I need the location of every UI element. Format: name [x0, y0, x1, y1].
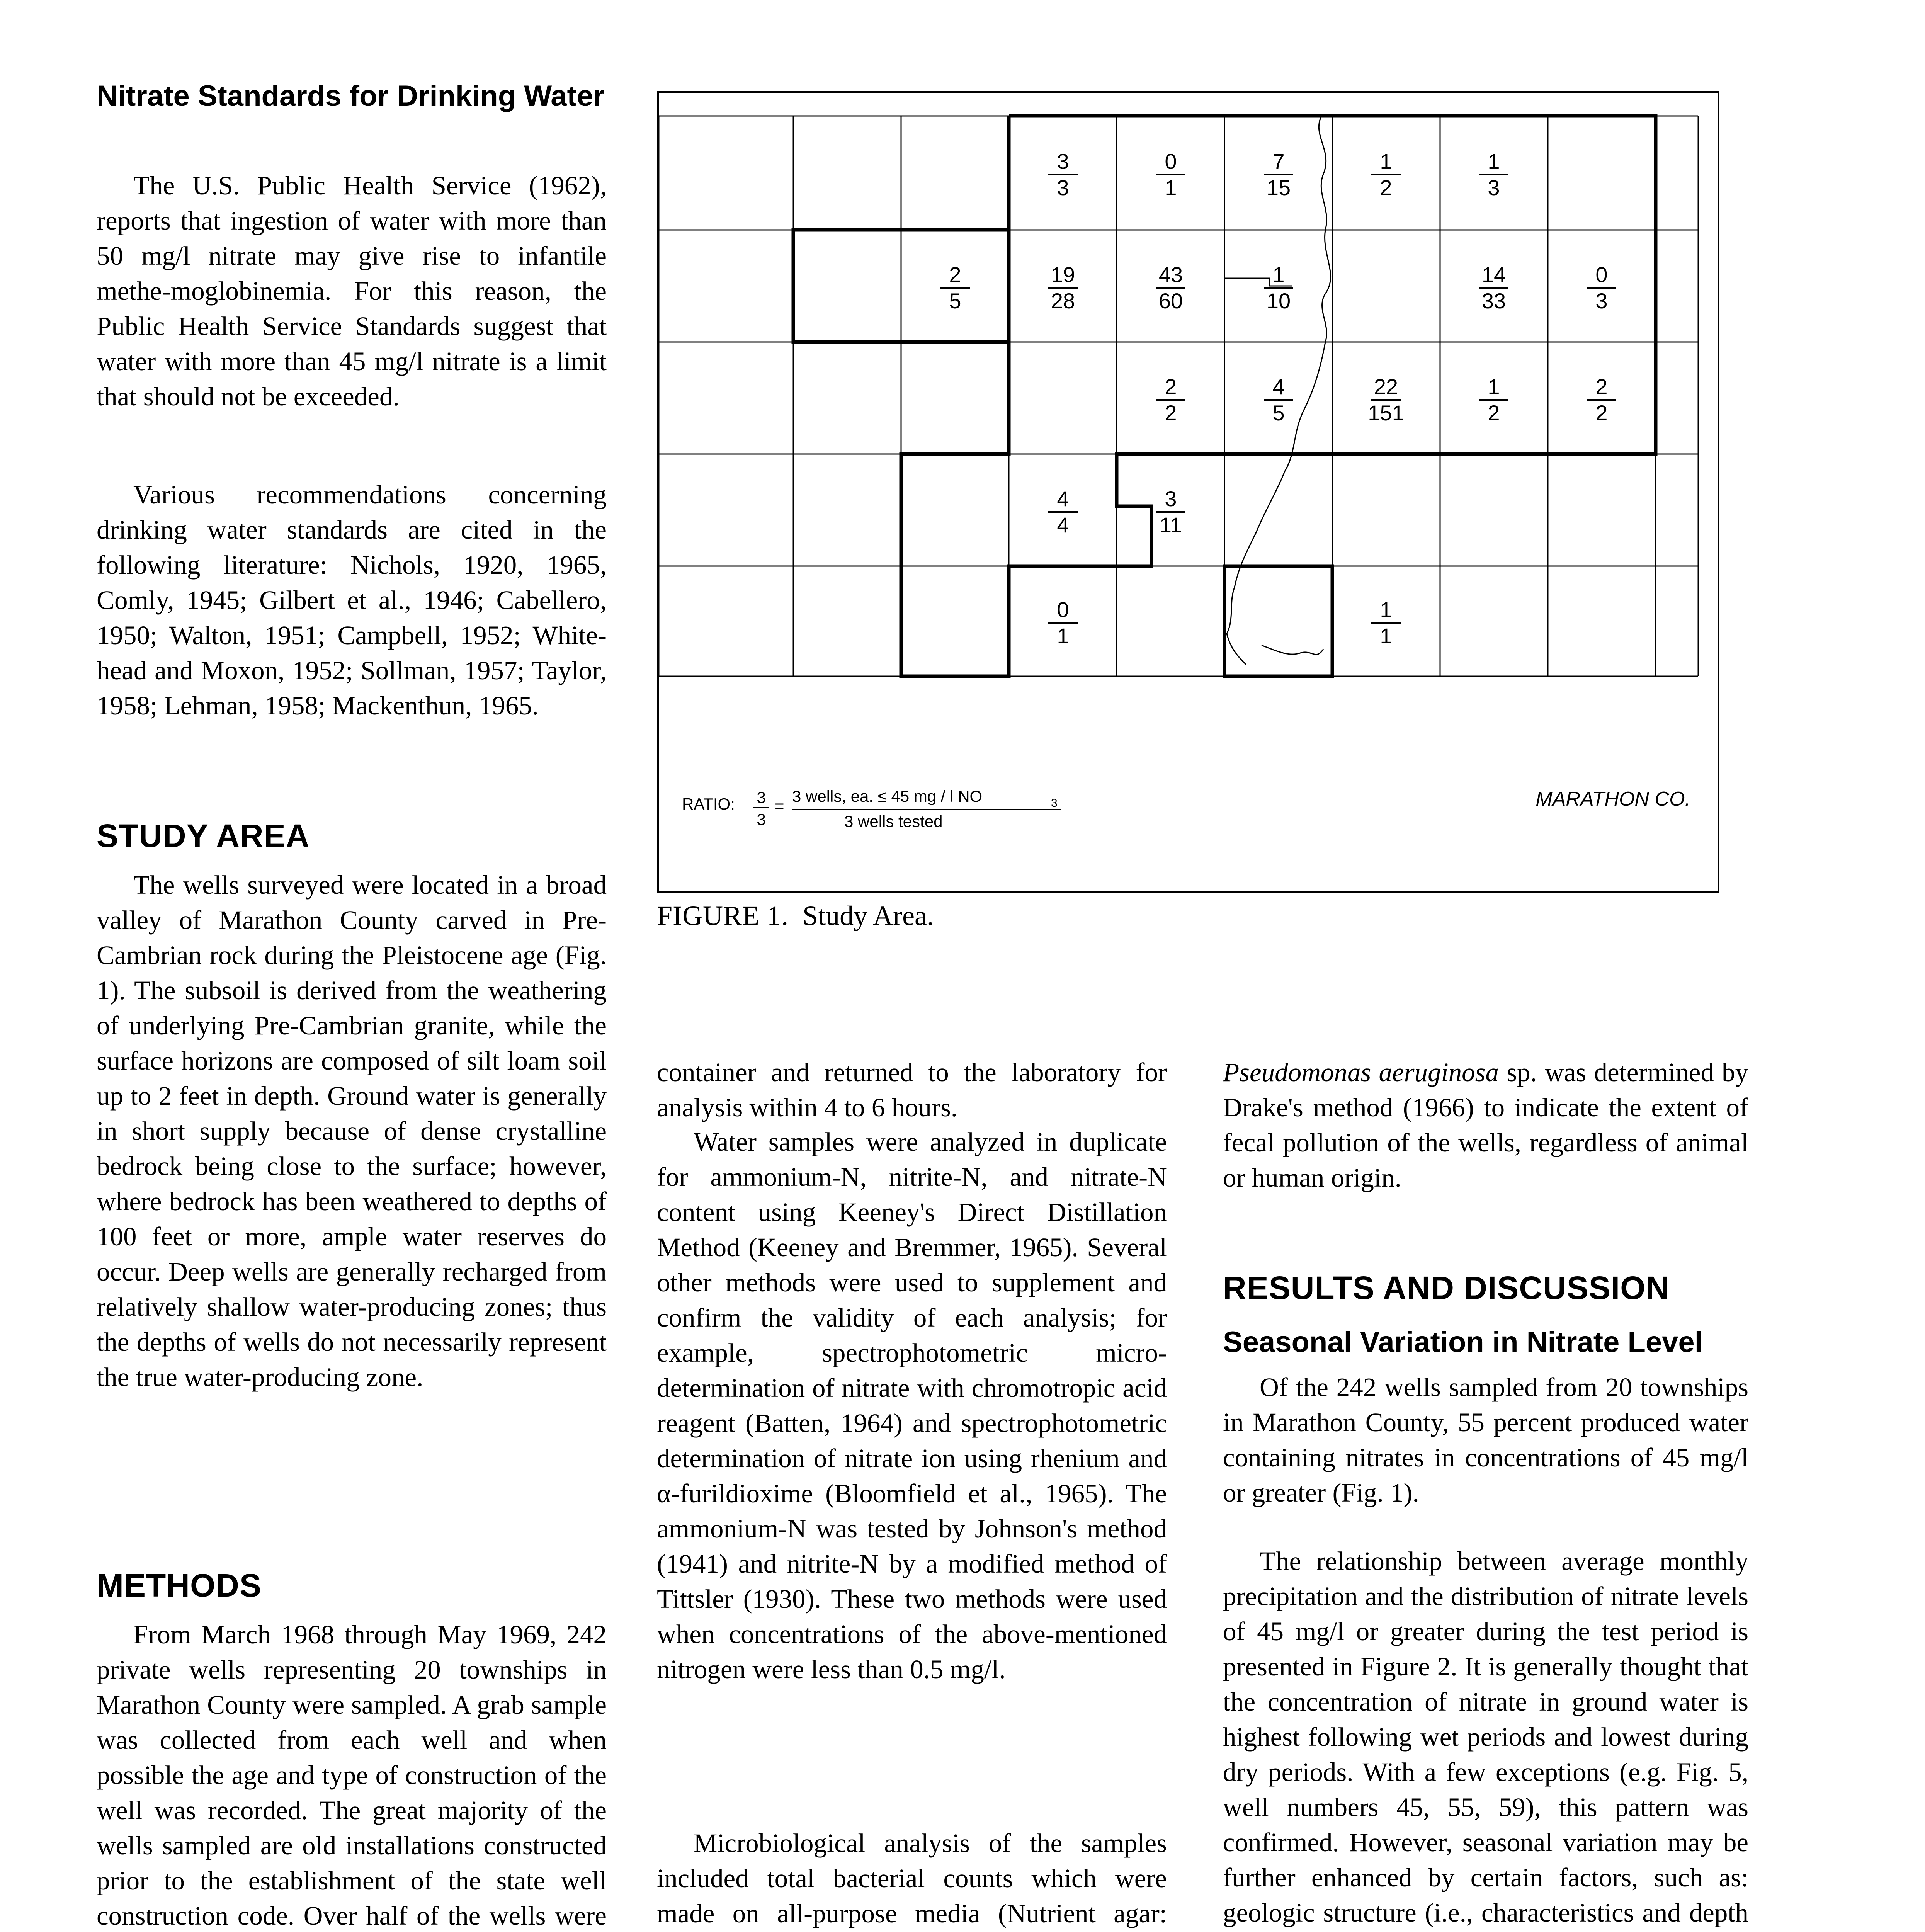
paragraph-rest: sp. was determined by Drake's method (1966) to indicate the extent of fecal pollution of the wells, regardless of animal or human origin. — [1223, 1058, 1748, 1192]
fraction-numerator: 7 — [1272, 149, 1285, 173]
fraction-cell — [1479, 374, 1508, 425]
fraction-cell — [1371, 149, 1401, 200]
fraction-cell — [1479, 149, 1508, 200]
fraction-denominator: 1 — [1165, 175, 1177, 200]
fraction-cell — [1264, 374, 1293, 425]
paragraph: The relationship between average monthly precipitation and the distribution of nitrate levels of 45 mg/l or greater during the test period is presented in Figure 2. It is generally thought that the concentration of nitrate in ground water is highest following wet periods and lowest during dry periods. With a few exceptions (e.g. Fig. 5, well numbers 45, 55, 59), this pattern was confirmed. However, seasonal variation may be further enhanced by certain factors, such as: geologic structure (i.e., characteristics and depth — [1223, 1546, 1748, 1927]
fraction-cell — [1479, 262, 1508, 313]
fraction-numerator: 1 — [1380, 597, 1392, 622]
fraction-cell — [1048, 149, 1078, 200]
fraction-denominator: 11 — [1159, 513, 1182, 537]
fraction-cell — [1587, 374, 1616, 425]
fraction-denominator: 1 — [1380, 624, 1392, 648]
fraction-labels — [940, 149, 1616, 648]
ratio-bottom-text: 3 wells tested — [844, 812, 943, 830]
fraction-numerator: 1 — [1488, 374, 1500, 399]
fraction-denominator: 4 — [1057, 513, 1069, 537]
figure-caption-text: Study Area. — [803, 900, 934, 931]
paragraph: The wells surveyed were located in a broad valley of Marathon County carved in Pre-Cambrian rock during the Pleistocene age (Fig. 1). The subsoil is derived from the weathering of underlying Pre-Cambrian granite, while the surface horizons are composed of silt loam soil up to 2 feet in depth. Ground water is generally in short supply because of dense crystalline bedrock being close to the surface; however, where bedrock has been weathered to depths of 100 feet or more, ample water reserves do occur. Deep wells are generally recharged from relatively shallow water-producing zones; thus the depths of wells do not necessarily represent the true water-producing zone. — [97, 870, 607, 1392]
paragraph — [1223, 1055, 1748, 1196]
county-label: MARATHON CO. — [1536, 788, 1690, 810]
fraction-numerator: 2 — [949, 262, 961, 287]
ratio-denominator: 3 — [757, 810, 766, 828]
fraction-cell — [1048, 262, 1078, 313]
ratio-label: RATIO: — [682, 795, 735, 813]
figure-study-area — [657, 91, 1719, 893]
fraction-numerator: 43 — [1158, 262, 1183, 287]
fraction-cell — [1368, 374, 1404, 425]
fraction-numerator: 2 — [1595, 374, 1608, 399]
fraction-denominator: 2 — [1380, 175, 1392, 200]
fraction-numerator: 0 — [1057, 597, 1069, 622]
fraction-numerator: 0 — [1595, 262, 1608, 287]
paragraph: Of the 242 wells sampled from 20 townships in Marathon County, 55 percent produced water containing nitrates in concentrations of 45 mg/l or greater (Fig. 1). — [1223, 1372, 1748, 1507]
fraction-cell — [1156, 486, 1185, 537]
fraction-cell — [1156, 374, 1185, 425]
fraction-cell — [1587, 262, 1616, 313]
paragraph: From March 1968 through May 1969, 242 private wells representing 20 townships in Marathon County were sampled. A grab sample was collected from each well and when possible the age and type of construction of the well was recorded. The great majority of the wells sampled are old installations constructed prior to the establishment of the state well construction code. Over half of the wells were — [97, 1620, 607, 1930]
fraction-denominator: 1 — [1057, 624, 1069, 648]
fraction-cell — [1048, 597, 1078, 648]
ratio-equals: = — [775, 797, 784, 815]
fraction-cell — [1371, 597, 1401, 648]
fraction-denominator: 5 — [949, 289, 961, 313]
fraction-cell — [1264, 149, 1293, 200]
fraction-denominator: 33 — [1481, 289, 1506, 313]
fraction-cell — [940, 262, 970, 313]
ratio-subscript: 3 — [1051, 797, 1058, 810]
fraction-numerator: 1 — [1380, 149, 1392, 173]
fraction-numerator: 3 — [1057, 149, 1069, 173]
fraction-numerator: 1 — [1488, 149, 1500, 173]
heading-results-discussion: RESULTS AND DISCUSSION — [1223, 1270, 1670, 1306]
italic-species: Pseudomonas aeruginosa — [1223, 1058, 1499, 1087]
fraction-denominator: 3 — [1488, 175, 1500, 200]
fraction-numerator: 2 — [1165, 374, 1177, 399]
fraction-denominator: 2 — [1595, 401, 1608, 425]
fraction-denominator: 10 — [1266, 289, 1291, 313]
fraction-numerator: 1 — [1272, 262, 1285, 287]
paragraph: Various recommendations concerning drinking water standards are cited in the following literature: Nichols, 1920, 1965, Comly, 1945; Gilbert et al., 1946; Cabellero, 1950; Walton, 1951; Campbell, 1952; White-head and Moxon, 1952; Sollman, 1957; Taylor, 1958; Lehman, 1958; Mackenthun, 1965. — [97, 480, 607, 720]
fraction-cell — [1264, 262, 1293, 313]
fraction-numerator: 22 — [1374, 374, 1398, 399]
fraction-denominator: 2 — [1165, 401, 1177, 425]
fraction-cell — [1156, 262, 1185, 313]
paragraph: The U.S. Public Health Service (1962), reports that ingestion of water with more than 50 mg/l nitrate may give rise to infantile methe-moglobinemia. For this reason, the Public Health Service Standards suggest that water with more than 45 mg/l nitrate is a limit that should not be exceeded. — [97, 171, 607, 411]
paragraph: Water samples were analyzed in duplicate for ammonium-N, nitrite-N, and nitrate-N content using Keeney's Direct Distillation Method (Keeney and Bremmer, 1965). Several other methods were used to supplement and confirm the validity of each analysis; for example, spectrophotometric micro-determination of nitrate with chromotropic acid reagent (Batten, 1964) and spectrophotometric determination of nitrate ion using rhenium and α-furildioxime (Bloomfield et al., 1965). The ammonium-N was tested by Johnson's method (1941) and nitrite-N by a modified method of Tittsler (1930). These two methods were used when concentrations of the above-mentioned nitrogen were less than 0.5 mg/l. — [657, 1127, 1167, 1684]
fraction-numerator: 19 — [1051, 262, 1075, 287]
fraction-denominator: 28 — [1051, 289, 1075, 313]
fraction-denominator: 60 — [1158, 289, 1183, 313]
fraction-denominator: 15 — [1266, 175, 1291, 200]
paragraph: container and returned to the laboratory for analysis within 4 to 6 hours. — [657, 1058, 1167, 1122]
township-grid — [659, 116, 1698, 676]
heading-nitrate-standards: Nitrate Standards for Drinking Water — [97, 80, 605, 112]
paragraph: Microbiological analysis of the samples included total bacterial counts which were made on all-purpose media (Nutrient agar: — [657, 1828, 1167, 1928]
heading-seasonal-variation: Seasonal Variation in Nitrate Level — [1223, 1326, 1703, 1359]
fraction-numerator: 3 — [1165, 486, 1177, 511]
ratio-top-text: 3 wells, ea. ≤ 45 mg / l NO — [792, 787, 983, 805]
fraction-denominator: 5 — [1272, 401, 1285, 425]
heading-methods: METHODS — [97, 1567, 262, 1604]
figure-caption-label: FIGURE 1. — [657, 900, 789, 931]
fraction-cell — [1048, 486, 1078, 537]
ratio-numerator: 3 — [757, 788, 766, 806]
fraction-denominator: 151 — [1368, 401, 1404, 425]
fraction-cell — [1156, 149, 1185, 200]
heading-study-area: STUDY AREA — [97, 818, 310, 854]
fraction-numerator: 0 — [1165, 149, 1177, 173]
fraction-numerator: 4 — [1057, 486, 1069, 511]
study-area-map — [659, 93, 1718, 891]
fraction-numerator: 4 — [1272, 374, 1285, 399]
fraction-denominator: 3 — [1057, 175, 1069, 200]
fraction-denominator: 2 — [1488, 401, 1500, 425]
fraction-numerator: 14 — [1481, 262, 1506, 287]
figure-caption — [657, 898, 934, 933]
fraction-denominator: 3 — [1595, 289, 1608, 313]
